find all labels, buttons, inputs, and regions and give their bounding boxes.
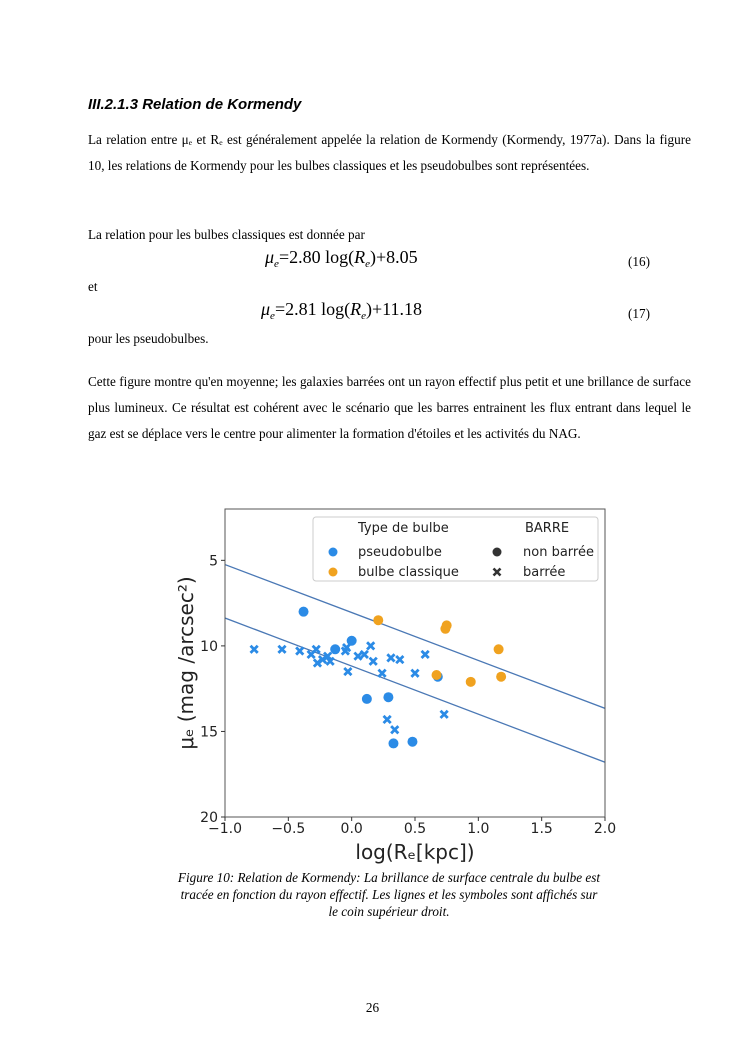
point-pseudobulbe-barrée	[251, 646, 258, 653]
and-text: et	[88, 279, 98, 294]
eq16-r: R	[354, 247, 366, 267]
page-number: 26	[365, 1000, 380, 1015]
eq17-coef: =2.81	[274, 299, 317, 319]
point-pseudobulbe-barrée	[361, 651, 368, 658]
point-pseudobulbe-barrée	[387, 654, 394, 661]
eq16-coef: =2.80	[278, 247, 321, 267]
eq17-r-sub: e	[361, 310, 366, 322]
point-pseudobulbe-barrée	[278, 646, 285, 653]
eq16-mu-sub: e	[274, 258, 279, 270]
point-pseudobulbe-barrée	[370, 658, 377, 665]
point-pseudobulbe-non-barrée	[330, 644, 340, 654]
point-bulbe-classique	[494, 644, 504, 654]
y-tick-label: 10	[200, 638, 218, 655]
point-pseudobulbe-non-barrée	[362, 694, 372, 704]
point-bulbe-classique	[432, 670, 442, 680]
y-axis-label: μₑ (mag /arcsec²)	[174, 576, 198, 750]
point-bulbe-classique	[373, 615, 383, 625]
legend-classic-marker	[329, 568, 338, 577]
x-tick-label: 1.5	[530, 821, 553, 837]
point-pseudobulbe-barrée	[344, 668, 351, 675]
regression-line-classique	[225, 565, 605, 709]
eq17-log: log	[321, 299, 345, 319]
data-points	[251, 607, 507, 749]
point-bulbe-classique	[466, 677, 476, 687]
legend-title-bar: BARRE	[525, 521, 570, 536]
x-tick-label: −0.5	[271, 821, 306, 837]
point-pseudobulbe-barrée	[441, 711, 448, 718]
x-tick-label: 0.0	[340, 821, 363, 837]
point-pseudobulbe-non-barrée	[299, 607, 309, 617]
x-tick-label: 2.0	[593, 821, 617, 837]
point-pseudobulbe-barrée	[378, 670, 385, 677]
equation-17-number: (17)	[628, 306, 650, 321]
legend-pseudo-marker	[329, 548, 338, 557]
eq17-mu: μ	[261, 299, 271, 319]
point-pseudobulbe-non-barrée	[383, 692, 393, 702]
eq17-r: R	[350, 299, 362, 319]
eq16-log: log	[325, 247, 349, 267]
paragraph-intro: La relation entre μₑ et Rₑ est généralement appelée la relation de Kormendy (Kormendy, 1977a). Dans la figure 10, les relations de Kormendy pour les bulbes classiques et les pseudobulbes sont représentées.	[88, 132, 691, 173]
x-tick-label: −1.0	[208, 821, 242, 837]
caption-line-2: tracée en fonction du rayon effectif. Les lignes et les symboles sont affichés sur	[180, 887, 598, 902]
point-pseudobulbe-barrée	[384, 716, 391, 723]
point-pseudobulbe-barrée	[296, 647, 303, 654]
y-tick-label: 20	[200, 810, 218, 826]
x-tick-label: 1.0	[467, 821, 490, 837]
point-pseudobulbe-non-barrée	[407, 737, 417, 747]
equation-17: $\mu_e=2.81$ $\log(R_e)+11.18$	[261, 299, 422, 322]
point-pseudobulbe-barrée	[354, 653, 361, 660]
x-tick-label: 0.5	[403, 821, 427, 837]
classic-intro-text: La relation pour les bulbes classiques est donnée par	[88, 227, 365, 242]
legend-pseudo-label: pseudobulbe	[358, 545, 442, 560]
figure-caption	[140, 869, 638, 920]
kormendy-figure	[160, 500, 630, 865]
pseudo-text: pour les pseudobulbes.	[88, 331, 209, 346]
legend-title-type: Type de bulbe	[358, 521, 449, 536]
legend-nonbar-marker	[493, 548, 502, 557]
point-pseudobulbe-barrée	[313, 646, 320, 653]
eq16-mu: μ	[265, 247, 275, 267]
equation-16: $\mu_e=2.80$ $\log(R_e)+8.05$	[265, 247, 418, 270]
point-bulbe-classique	[440, 624, 450, 634]
y-tick-label: 15	[200, 724, 218, 741]
legend-bar-label: barrée	[523, 565, 566, 580]
eq16-r-sub: e	[365, 258, 370, 270]
point-pseudobulbe-barrée	[367, 642, 374, 649]
point-pseudobulbe-barrée	[411, 670, 418, 677]
regression-lines	[225, 565, 605, 763]
paragraph-discussion: Cette figure montre qu'en moyenne; les galaxies barrées ont un rayon effectif plus petit et une brillance de surface plus lumineux. Ce résultat est cohérent avec le scénario que les barres entrainent les flux entrant dans lequel le gaz est se déplace vers le centre pour alimenter la formation d'étoiles et les activités du NAG.	[88, 374, 691, 441]
eq17-mu-sub: e	[270, 310, 275, 322]
eq17-const: +11.18	[372, 299, 422, 319]
point-pseudobulbe-barrée	[396, 656, 403, 663]
x-axis-label: log(Rₑ[kpc])	[355, 840, 475, 864]
y-tick-label: 5	[209, 553, 218, 570]
caption-line-3: le coin supérieur droit.	[328, 904, 450, 919]
eq16-const: +8.05	[376, 247, 418, 267]
equation-16-number: (16)	[628, 254, 650, 269]
caption-line-1: Figure 10: Relation de Kormendy: La brillance de surface centrale du bulbe est	[177, 870, 601, 885]
point-pseudobulbe-barrée	[422, 651, 429, 658]
point-bulbe-classique	[496, 672, 506, 682]
point-pseudobulbe-barrée	[391, 726, 398, 733]
legend-classic-label: bulbe classique	[358, 565, 459, 580]
section-heading: III.2.1.3 Relation de Kormendy	[88, 96, 302, 113]
point-pseudobulbe-non-barrée	[388, 738, 398, 748]
legend-nonbar-label: non barrée	[523, 545, 594, 560]
